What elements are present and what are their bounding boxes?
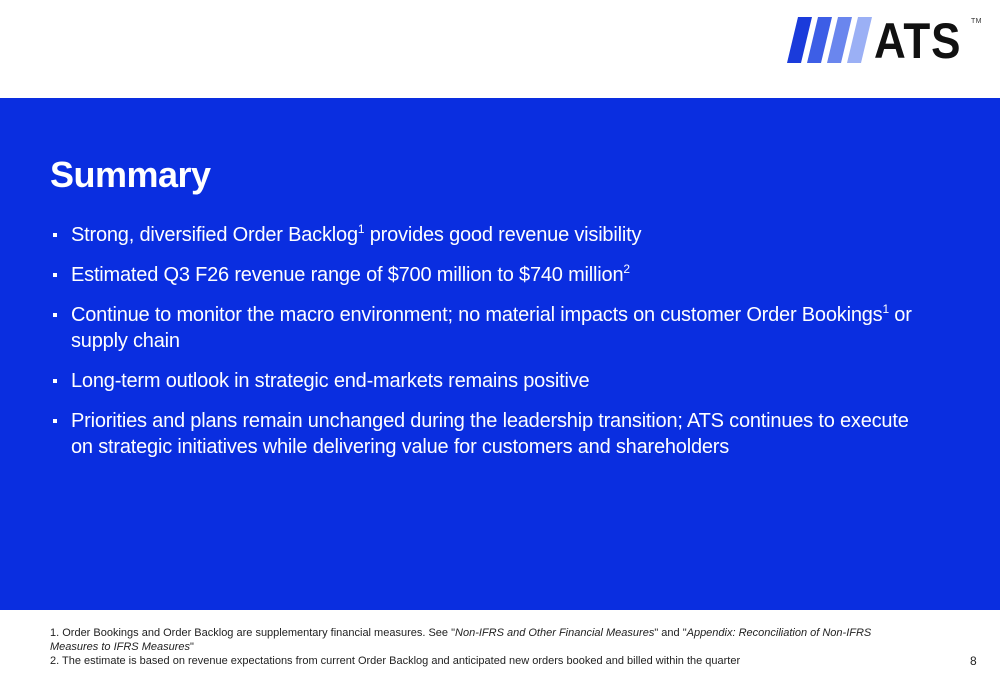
logo-stripe-3 [827,17,852,63]
bullet-text-continued: provides good revenue visibility [364,224,642,246]
page-number: 8 [970,654,977,668]
footnote-reference: 1 [882,302,889,316]
slide-header [0,0,1000,98]
slide-title: Summary [50,154,211,195]
footnote-reference: 1 [357,222,365,236]
slide-footer [0,610,1000,685]
footnote-1-ref-appendix: Appendix: Reconciliation of Non-IFRS Measures to IFRS Measures [50,627,872,653]
footnote-1-ref-non-ifrs: Non-IFRS and Other Financial Measures [455,627,655,639]
logo-stripes-icon [787,17,877,65]
logo-stripe-2 [807,17,832,63]
bullet-text: Estimated Q3 F26 revenue range of $700 million to $740 million [71,264,624,286]
logo-stripe-4 [847,17,872,63]
bullet-text: Priorities and plans remain unchanged during the leadership transition; ATS continues to execute on strategic initiatives while delivering value for customers and shareholders [71,410,909,458]
summary-bullet [50,262,930,288]
summary-bullet [50,302,930,354]
bullet-text: Strong, diversified Order Backlog [71,224,358,246]
summary-bullet [50,408,930,460]
bullet-text-continued: or supply chain [71,304,912,352]
footnote-1 [50,626,920,654]
footnote-1-suffix: " [190,641,194,653]
logo-wordmark: ATS [874,13,962,69]
footnote-1-middle: " and " [654,627,687,639]
summary-bullet [50,222,930,248]
content-panel [0,98,1000,610]
summary-bullet [50,368,930,394]
footnote-1-prefix: 1. Order Bookings and Order Backlog are supplementary financial measures. See " [50,627,456,639]
summary-bullet-list [50,222,930,474]
footnotes [50,626,920,668]
footnote-2: 2. The estimate is based on revenue expectations from current Order Backlog and anticipated new orders booked and billed within the quarter [50,655,741,667]
logo-stripe-1 [787,17,812,63]
trademark-symbol: TM [971,18,982,25]
bullet-text: Continue to monitor the macro environment; no material impacts on customer Order Bookings [71,304,883,326]
ats-logo [787,13,987,69]
footnote-reference: 2 [623,262,630,276]
bullet-text: Long-term outlook in strategic end-markets remains positive [71,370,590,392]
